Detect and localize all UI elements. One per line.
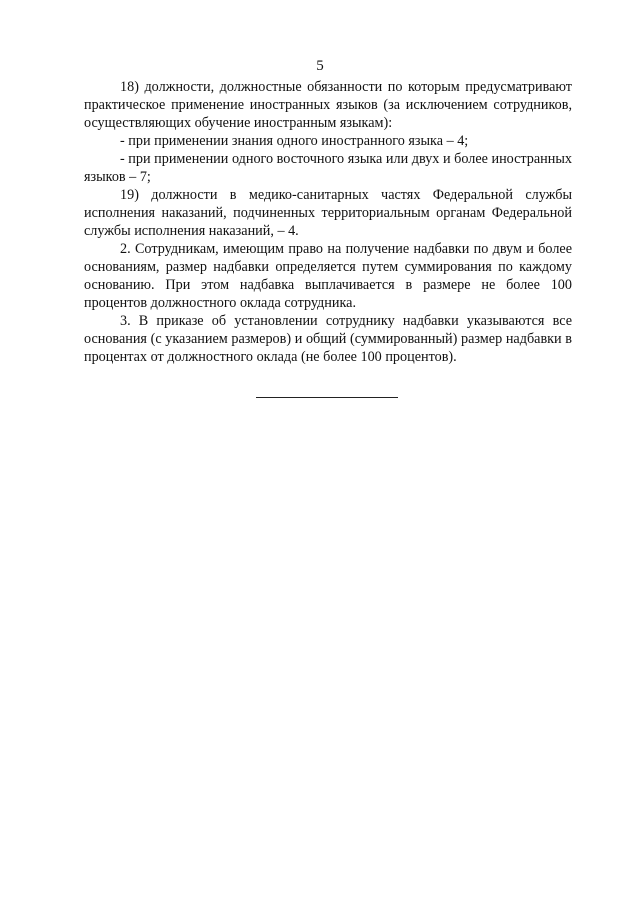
paragraph-clause-2: 2. Сотрудникам, имеющим право на получение надбавки по двум и более основаниям, размер надбавки определяется путем суммирования по каждому основанию. При этом надбавка выплачивается в размере не более 100 процентов должностного оклада сотрудника. [84, 241, 572, 311]
document-body [84, 78, 572, 366]
paragraph-item-18: 18) должности, должностные обязанности по которым предусматривают практическое применение иностранных языков (за исключением сотрудников, осуществляющих обучение иностранным языкам): [84, 79, 572, 131]
page-number: 5 [316, 58, 324, 74]
paragraph-clause-3: 3. В приказе об установлении сотруднику надбавки указываются все основания (с указанием размеров) и общий (суммированный) размер надбавки в процентах от должностного оклада (не более 100 процентов). [84, 313, 572, 365]
paragraph-subitem-one-language: - при применении знания одного иностранного языка – 4; [120, 133, 469, 149]
paragraph-item-19: 19) должности в медико-санитарных частях Федеральной службы исполнения наказаний, подчиненных территориальным органам Федеральной службы исполнения наказаний, – 4. [84, 187, 572, 239]
paragraph-subitem-eastern-or-two-languages: - при применении одного восточного языка или двух и более иностранных языков – 7; [84, 151, 572, 185]
end-of-text-divider [256, 397, 398, 398]
